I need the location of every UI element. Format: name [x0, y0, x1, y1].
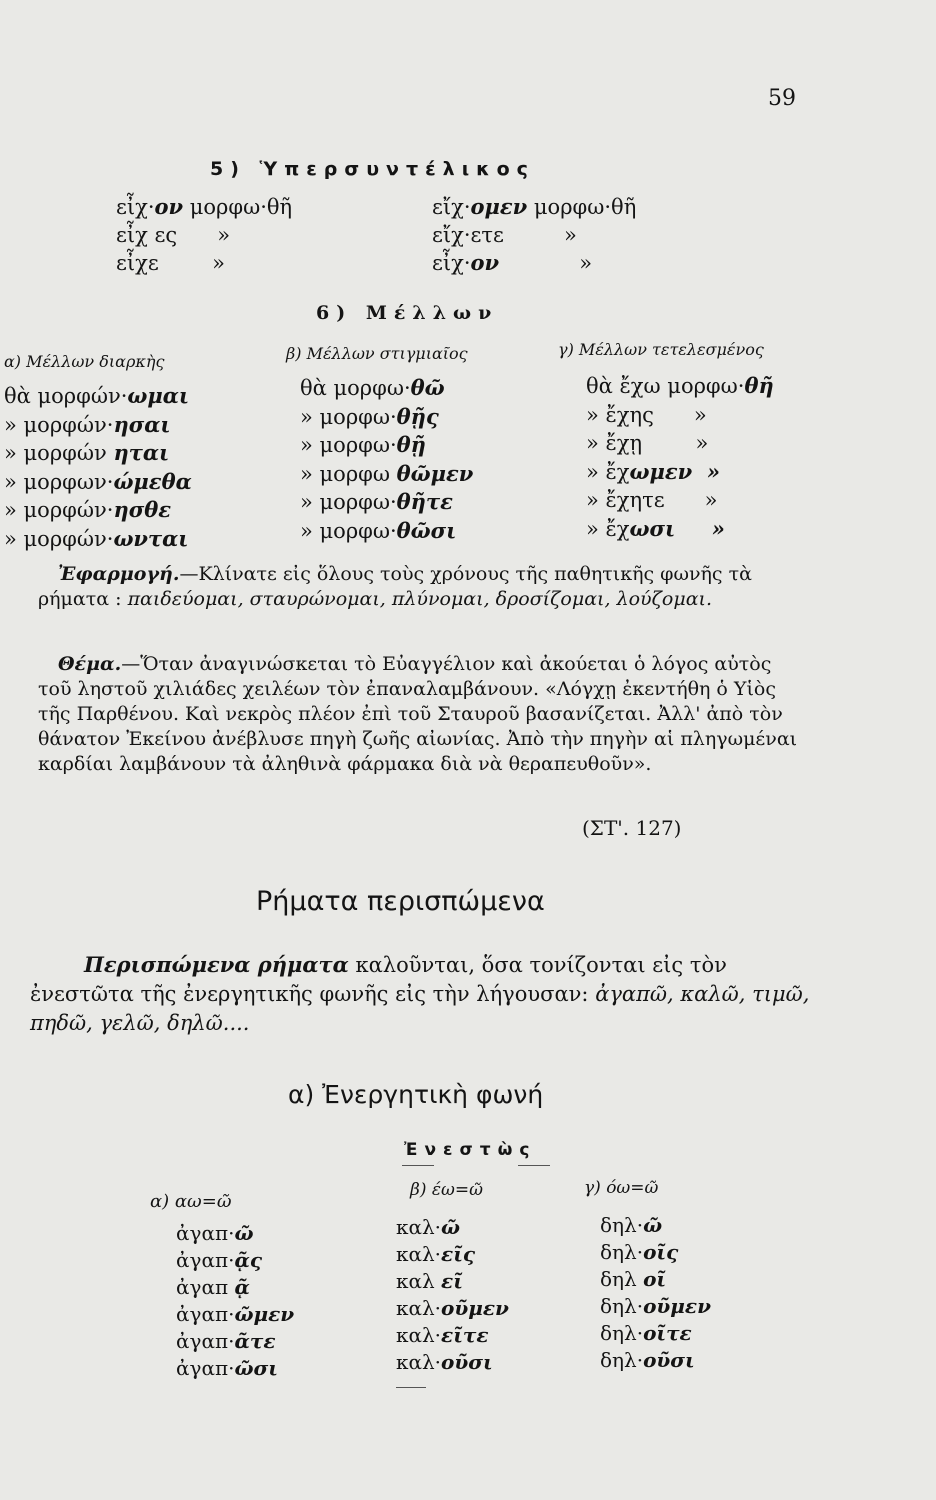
conjugation-row	[396, 1268, 509, 1295]
row-end: θῇ	[396, 432, 426, 457]
conjugation-row	[300, 460, 473, 489]
row-stem: » μορφών·	[4, 412, 114, 437]
conjugation-row	[116, 193, 292, 221]
conjugation-row	[300, 403, 473, 432]
row-stem: » ἔχητε »	[586, 488, 718, 512]
conjugation-row	[600, 1347, 711, 1374]
theme-reference: (ΣΤ'. 127)	[582, 816, 682, 840]
conjugation-row	[600, 1266, 711, 1293]
row-stem: θὰ ἔχω μορφω·	[586, 374, 745, 398]
row-stem: καλ·	[396, 1215, 442, 1239]
row-stem: » ἔχῃ »	[586, 431, 709, 455]
present-col2-heading: β) έω=ῶ	[410, 1180, 483, 1200]
conjugation-row	[176, 1247, 294, 1274]
future-col1-forms	[4, 382, 192, 553]
conjugation-row	[396, 1322, 509, 1349]
future-col2-heading: β) Μέλλων στιγμιαῖος	[286, 344, 468, 363]
conjugation-row	[116, 221, 292, 249]
row-tail: »	[177, 223, 231, 247]
row-stem: » μορφω·	[300, 518, 397, 543]
conjugation-row	[600, 1320, 711, 1347]
present-col2-forms	[396, 1214, 509, 1376]
row-tail: »	[503, 223, 577, 247]
exercise-label: Ἐφαρμογή.	[58, 563, 180, 585]
row-stem: ἀγαπ·	[176, 1302, 235, 1326]
row-stem: » μορφω·	[300, 433, 397, 457]
row-stem: εἴχ·ετε	[432, 223, 504, 247]
row-stem: καλ·	[396, 1323, 442, 1347]
conjugation-row	[4, 468, 192, 497]
conjugation-row	[586, 372, 774, 401]
row-stem: δηλ·	[600, 1213, 644, 1237]
conjugation-row	[300, 431, 473, 460]
row-stem: εἶχ ες	[116, 223, 178, 247]
row-end: οῦμεν	[643, 1294, 711, 1318]
theme-text: —Ὅταν ἀναγινώσκεται τὸ Εὐαγγέλιον καὶ ἀκούεται ὁ λόγος αὐτὸς τοῦ ληστοῦ χιλιάδες χειλέων τὸν ἐπαναλαμβάνουν. «Λόγχῃ ἐκεντήθη ὁ Υἱὸς τῆς Παρθένου. Καὶ νεκρὸς πλέον ἐπὶ τοῦ Σταυροῦ βασανίζεται. Ἀλλ' ἀπὸ τὸν θάνατον Ἐκείνου ἀνέβλυσε πηγὴ ζωῆς αἰωνίας. Ἀπὸ τὴν πηγὴν αἱ πληγωμέναι καρδίαι λαμβάνουν τὰ ἀληθινὰ φάρμακα διὰ νὰ θεραπευθοῦν».	[38, 653, 798, 775]
pluperfect-left-column	[116, 193, 292, 277]
present-heading: Ἐνεστὼς	[404, 1140, 537, 1160]
conjugation-row	[4, 382, 192, 411]
section-title: Ρήματα περισπώμενα	[256, 886, 545, 917]
present-col3-forms	[600, 1212, 711, 1374]
conjugation-row	[586, 486, 774, 515]
row-end: εῖς	[441, 1242, 476, 1266]
row-stem: » μορφω	[300, 461, 397, 486]
future-heading: 6) Μέλλων	[316, 302, 499, 324]
pluperfect-right-column	[432, 193, 636, 277]
row-end: ᾶτε	[234, 1329, 276, 1353]
row-stem: καλ	[396, 1269, 442, 1293]
row-stem: καλ·	[396, 1242, 442, 1266]
exercise-paragraph	[38, 562, 808, 612]
row-end: θῇς	[396, 403, 439, 429]
conjugation-row	[600, 1293, 711, 1320]
future-col3-forms	[586, 372, 774, 543]
conjugation-row	[176, 1301, 294, 1328]
row-stem: » μορφών·	[4, 526, 114, 551]
row-end: ᾷ	[234, 1275, 250, 1299]
row-stem: καλ·	[396, 1296, 442, 1320]
row-stem: εἶχε	[116, 251, 159, 275]
row-stem: » μορφω·	[300, 404, 397, 429]
future-col3-heading: γ) Μέλλων τετελεσμένος	[558, 340, 764, 359]
conjugation-row	[432, 193, 636, 221]
row-stem: δηλ·	[600, 1294, 644, 1318]
divider-line	[396, 1387, 426, 1388]
conjugation-row	[176, 1274, 294, 1301]
row-tail: »	[158, 251, 225, 275]
row-stem: εἴχ·	[432, 195, 471, 219]
conjugation-row	[432, 221, 636, 249]
row-end: ον	[470, 250, 500, 275]
row-end: ῶσι	[234, 1356, 278, 1380]
conjugation-row	[116, 249, 292, 277]
exercise-text: —Κλίνατε εἰς ὅλους τοὺς χρόνους τῆς παθητικῆς φωνῆς τὰ ρήματα :	[38, 563, 752, 610]
row-end: ωμεν »	[629, 458, 720, 484]
conjugation-row	[176, 1355, 294, 1382]
row-end: ῶ	[441, 1215, 461, 1239]
conjugation-row	[176, 1220, 294, 1247]
theme-paragraph	[38, 652, 808, 777]
row-end: ῶ	[643, 1213, 663, 1237]
row-end: ωνται	[113, 525, 189, 551]
row-end: ωσι »	[629, 515, 725, 541]
row-end: ῶμεν	[234, 1302, 295, 1326]
conjugation-row	[300, 488, 473, 517]
conjugation-row	[396, 1295, 509, 1322]
present-col1-heading: α) αω=ῶ	[150, 1191, 232, 1212]
row-end: ησαι	[113, 411, 171, 437]
row-stem: ἀγαπ·	[176, 1329, 235, 1353]
conjugation-row	[396, 1214, 509, 1241]
row-end: εῖ	[441, 1269, 463, 1293]
row-end: οῦμεν	[441, 1296, 509, 1320]
row-end: οῦσι	[441, 1350, 493, 1374]
row-end: ησθε	[113, 497, 171, 522]
row-end: θῆτε	[396, 489, 453, 514]
row-stem: δηλ·	[600, 1321, 644, 1345]
conjugation-row	[300, 374, 473, 403]
row-stem: θὰ μορφω·	[300, 376, 411, 400]
row-end: θῶ	[410, 375, 445, 400]
conjugation-row	[586, 401, 774, 430]
conjugation-row	[4, 525, 192, 554]
row-stem: ἀγαπ·	[176, 1221, 235, 1245]
row-end: θῶσι	[396, 517, 457, 543]
intro-examples: ἀγαπῶ, καλῶ, τιμῶ, πηδῶ, γελῶ, δηλῶ....	[30, 982, 810, 1035]
conjugation-row	[4, 439, 192, 468]
page-number: 59	[768, 86, 796, 111]
theme-label: Θέμα.	[58, 653, 122, 675]
present-col1-forms	[176, 1220, 294, 1382]
divider-line	[402, 1165, 434, 1166]
row-stem: δηλ	[600, 1267, 644, 1291]
row-stem: εἶχ·	[116, 195, 155, 219]
row-stem: » μορφω·	[300, 490, 397, 514]
conjugation-row	[300, 517, 473, 546]
intro-term: Περισπώμενα ρήματα	[84, 952, 349, 977]
exercise-verbs: παιδεύομαι, σταυρώνομαι, πλύνομαι, δροσίζομαι, λούζομαι.	[127, 588, 713, 610]
row-tail: μορφω·θῆ	[183, 195, 293, 219]
row-end: ωμαι	[127, 383, 190, 408]
intro-text: καλοῦνται, ὅσα τονίζονται εἰς τὸν ἐνεστῶτα τῆς ἐνεργητικῆς φωνῆς εἰς τὴν λήγουσαν:	[30, 953, 727, 1006]
conjugation-row	[176, 1328, 294, 1355]
conjugation-row	[586, 515, 774, 544]
row-stem: θὰ μορφών·	[4, 384, 128, 408]
row-stem: δηλ·	[600, 1240, 644, 1264]
row-stem: ἀγαπ	[176, 1275, 235, 1299]
future-col2-forms	[300, 374, 473, 545]
conjugation-row	[396, 1349, 509, 1376]
row-end: ώμεθα	[113, 468, 192, 494]
row-end: θῆ	[744, 373, 774, 398]
future-col1-heading: α) Μέλλων διαρκὴς	[4, 352, 165, 371]
conjugation-row	[396, 1241, 509, 1268]
row-end: ηται	[113, 440, 170, 465]
row-stem: εἶχ·	[432, 251, 471, 275]
row-stem: » ἔχ	[586, 459, 630, 484]
intro-paragraph	[30, 950, 810, 1038]
pluperfect-heading: 5) Ὑπερσυντέλικος	[210, 158, 535, 180]
conjugation-row	[586, 458, 774, 487]
row-stem: » μορφων·	[4, 469, 114, 494]
row-stem: ἀγαπ·	[176, 1248, 235, 1272]
row-end: θῶμεν	[396, 460, 474, 486]
row-stem: » ἔχ	[586, 516, 630, 541]
row-end: οῖ	[643, 1267, 667, 1291]
conjugation-row	[432, 249, 636, 277]
row-stem: ἀγαπ·	[176, 1356, 235, 1380]
present-col3-heading: γ) όω=ῶ	[584, 1178, 659, 1198]
row-end: οῖτε	[643, 1321, 692, 1345]
row-end: οῖς	[643, 1240, 679, 1264]
row-stem: » μορφών·	[4, 498, 114, 522]
conjugation-row	[4, 496, 192, 525]
divider-line	[518, 1165, 550, 1166]
conjugation-row	[600, 1239, 711, 1266]
row-end: ᾷς	[234, 1248, 263, 1272]
row-end: εῖτε	[441, 1323, 489, 1347]
row-stem: » μορφών	[4, 441, 114, 465]
conjugation-row	[600, 1212, 711, 1239]
row-tail: »	[499, 251, 593, 275]
row-end: οῦσι	[643, 1348, 695, 1372]
row-end: ον	[154, 194, 184, 219]
row-tail: μορφω·θῆ	[527, 195, 637, 219]
conjugation-row	[4, 411, 192, 440]
row-stem: καλ·	[396, 1350, 442, 1374]
row-end: ῶ	[234, 1221, 254, 1245]
row-stem: » ἔχης »	[586, 402, 707, 427]
row-stem: δηλ·	[600, 1348, 644, 1372]
row-end: ομεν	[470, 194, 528, 219]
conjugation-row	[586, 429, 774, 458]
subsection-title: α) Ἐνεργητικὴ φωνή	[288, 1080, 544, 1109]
